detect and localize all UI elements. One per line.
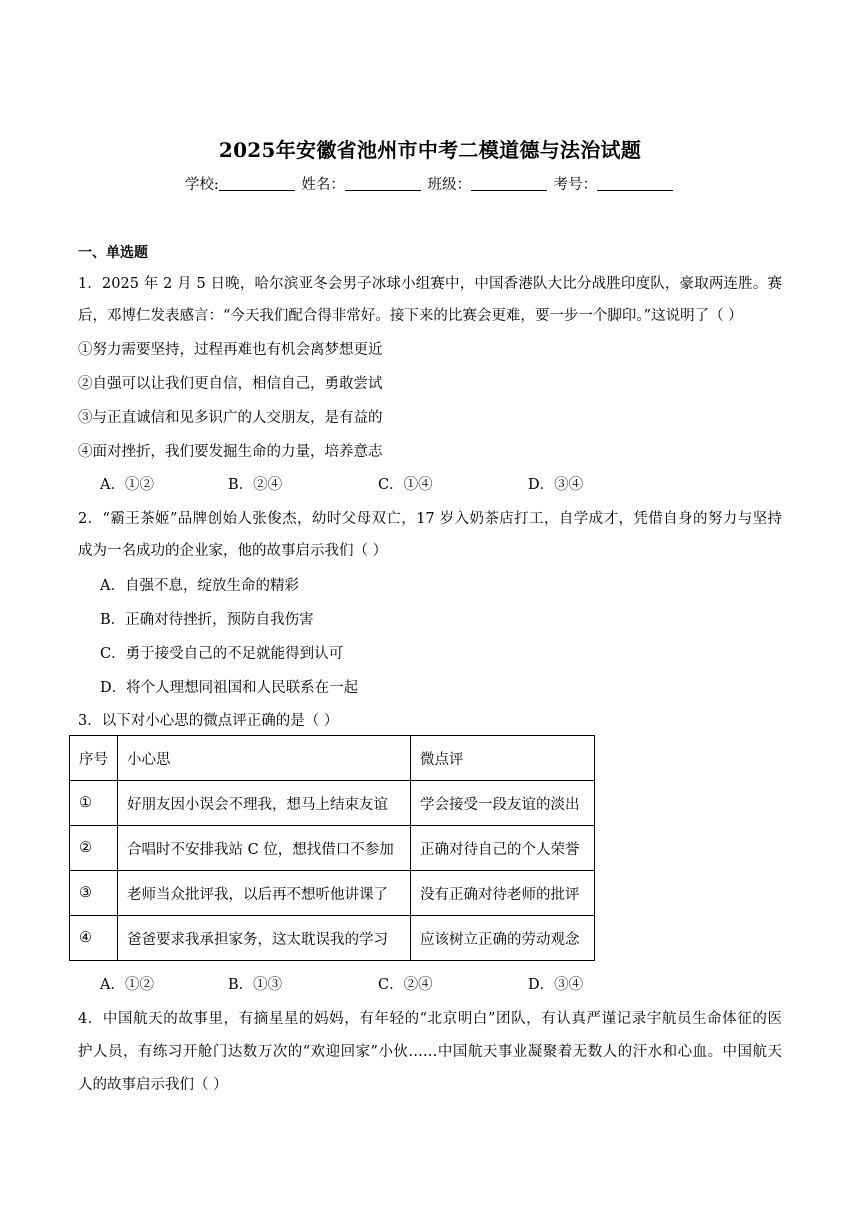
- table-cell: ②: [70, 826, 118, 871]
- q3-option-b[interactable]: B．①③: [228, 977, 283, 993]
- school-blank[interactable]: [219, 176, 295, 191]
- name-blank[interactable]: [345, 176, 421, 191]
- student-info: [0, 173, 860, 194]
- q3-stem: 3．以下对小心思的微点评正确的是（ ）: [78, 713, 339, 729]
- table-cell: 正确对待自己的个人荣誉: [411, 826, 595, 871]
- table-cell: ④: [70, 916, 118, 961]
- name-label: 姓名：: [301, 177, 345, 193]
- table-cell: 合唱时不安排我站 C 位，想找借口不参加: [118, 826, 411, 871]
- q2-option-a[interactable]: A．自强不息，绽放生命的精彩: [100, 578, 299, 594]
- section-heading: 一、单选题: [78, 245, 148, 261]
- table-cell: 好朋友因小误会不理我，想马上结束友谊: [118, 781, 411, 826]
- q2-stem-line1: 2．“霸王茶姬”品牌创始人张俊杰，幼时父母双亡，17 岁入奶茶店打工，自学成才，凭借自身的努力与坚持: [78, 511, 782, 527]
- q3-option-d[interactable]: D．③④: [528, 977, 584, 993]
- exam-no-label: 考号：: [553, 177, 598, 193]
- table-cell: 老师当众批评我，以后再不想听他讲课了: [118, 871, 411, 916]
- q1-option-d[interactable]: D．③④: [528, 477, 584, 493]
- table-cell: ③: [70, 871, 118, 916]
- table-header-cell: 微点评: [411, 736, 595, 781]
- q1-item-3: ③与正直诚信和见多识广的人交朋友，是有益的: [78, 410, 383, 426]
- q4-stem-line2: 护人员，有练习开舱门达数万次的“欢迎回家”小伙……中国航天事业凝聚着无数人的汗水和心血。中国航天: [78, 1044, 782, 1060]
- table-header-cell: 小心思: [118, 736, 411, 781]
- school-label: 学校:: [184, 177, 219, 193]
- q2-option-c[interactable]: C．勇于接受自己的不足就能得到认可: [100, 646, 344, 662]
- table-cell: 爸爸要求我承担家务，这太耽误我的学习: [118, 916, 411, 961]
- page-title: 2025年安徽省池州市中考二模道德与法治试题: [218, 138, 642, 162]
- table-row: [70, 826, 595, 871]
- q1-stem-line1: 1．2025 年 2 月 5 日晚，哈尔滨亚冬会男子冰球小组赛中，中国香港队大比分战胜印度队，豪取两连胜。赛: [78, 276, 782, 292]
- exam-no-blank[interactable]: [597, 176, 673, 191]
- q1-option-a[interactable]: A．①②: [100, 477, 154, 493]
- q1-option-c[interactable]: C．①④: [378, 477, 433, 493]
- q2-option-d[interactable]: D．将个人理想同祖国和人民联系在一起: [100, 680, 359, 696]
- table-header-row: [70, 736, 595, 781]
- table-cell: 学会接受一段友谊的淡出: [411, 781, 595, 826]
- table-cell: 应该树立正确的劳动观念: [411, 916, 595, 961]
- q1-option-b[interactable]: B．②④: [228, 477, 283, 493]
- q1-item-4: ④面对挫折，我们要发掘生命的力量，培养意志: [78, 444, 383, 460]
- q4-stem-line3: 人的故事启示我们（ ）: [78, 1077, 228, 1093]
- class-label: 班级：: [427, 177, 471, 193]
- q1-item-2: ②自强可以让我们更自信，相信自己，勇敢尝试: [78, 376, 383, 392]
- q2-option-b[interactable]: B．正确对待挫折，预防自我伤害: [100, 612, 314, 628]
- q1-item-1: ①努力需要坚持，过程再难也有机会离梦想更近: [78, 342, 383, 358]
- table-row: [70, 871, 595, 916]
- q3-option-c[interactable]: C．②④: [378, 977, 433, 993]
- q3-option-a[interactable]: A．①②: [100, 977, 154, 993]
- class-blank[interactable]: [471, 176, 547, 191]
- table-row: [70, 781, 595, 826]
- table-header-cell: 序号: [70, 736, 118, 781]
- table-cell: 没有正确对待老师的批评: [411, 871, 595, 916]
- q1-stem-line2: 后，邓博仁发表感言：“今天我们配合得非常好。接下来的比赛会更难，要一步一个脚印。”这说明了（ ）: [78, 308, 743, 324]
- q4-stem-line1: 4．中国航天的故事里，有摘星星的妈妈，有年轻的“北京明白”团队，有认真严谨记录宇航员生命体征的医: [78, 1011, 782, 1027]
- q3-table: [69, 735, 595, 961]
- table-row: [70, 916, 595, 961]
- q1-options: [100, 473, 660, 493]
- table-cell: ①: [70, 781, 118, 826]
- q3-options: [100, 973, 660, 993]
- q2-stem-line2: 成为一名成功的企业家，他的故事启示我们（ ）: [78, 543, 388, 559]
